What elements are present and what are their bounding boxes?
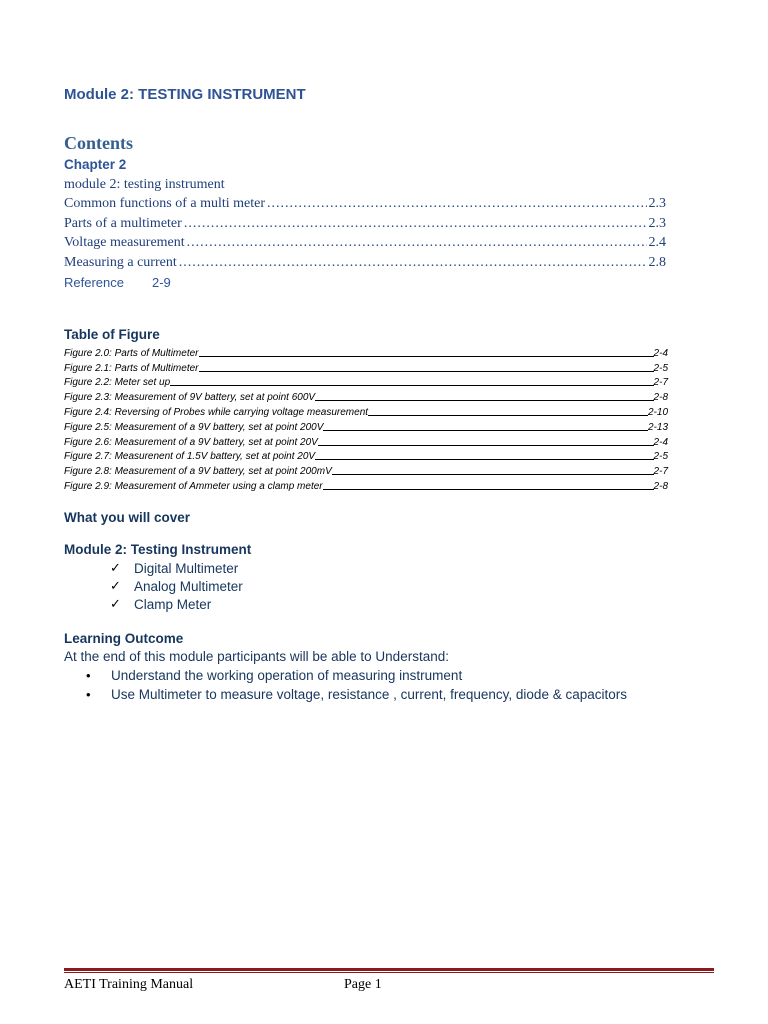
- figure-leader-line: [315, 459, 653, 460]
- figure-entry-title: Figure 2.1: Parts of Multimeter: [64, 362, 199, 374]
- module-title: Module 2: TESTING INSTRUMENT: [64, 86, 306, 103]
- bullet-icon: •: [86, 668, 91, 683]
- figure-entry-page: 2-8: [653, 480, 668, 492]
- what-you-will-cover-heading: What you will cover: [64, 510, 191, 525]
- toc-entry[interactable]: [64, 216, 666, 236]
- toc-entry-title: Parts of a multimeter: [64, 215, 182, 231]
- figure-list: [64, 344, 668, 492]
- cover-checklist: [110, 559, 243, 613]
- figure-entry-page: 2-13: [647, 421, 668, 433]
- toc-leader-dots: [179, 255, 647, 271]
- toc-entry-page: 2.4: [648, 235, 666, 250]
- checklist-item-label: Analog Multimeter: [134, 578, 243, 594]
- figure-entry-page: 2-5: [653, 451, 668, 463]
- toc-entry[interactable]: [64, 235, 666, 255]
- figure-entry-title: Figure 2.4: Reversing of Probes while carrying voltage measurement: [64, 406, 369, 418]
- footer-rule: [64, 968, 714, 971]
- figure-entry[interactable]: [64, 477, 668, 492]
- footer-manual-title: AETI Training Manual: [64, 977, 194, 992]
- toc-list: [64, 196, 666, 274]
- bullet-icon: •: [86, 687, 91, 702]
- figure-entry[interactable]: [64, 388, 668, 403]
- figure-entry-page: 2-10: [647, 406, 668, 418]
- figure-entry-title: Figure 2.7: Measurenent of 1.5V battery, set at point 20V: [64, 451, 316, 463]
- toc-leader-dots: [267, 196, 646, 212]
- contents-heading: Contents: [64, 133, 134, 153]
- checkmark-icon: ✓: [110, 578, 121, 593]
- figure-entry-page: 2-7: [653, 466, 668, 478]
- figure-entry[interactable]: [64, 344, 668, 359]
- table-of-figure-heading: Table of Figure: [64, 327, 160, 342]
- figure-entry[interactable]: [64, 374, 668, 389]
- toc-entry-title: Measuring a current: [64, 254, 177, 270]
- learning-outcome-list: [86, 666, 627, 704]
- toc-leader-dots: [187, 235, 647, 251]
- figure-leader-line: [332, 474, 654, 475]
- figure-entry-page: 2-8: [653, 392, 668, 404]
- figure-entry-title: Figure 2.3: Measurement of 9V battery, set at point 600V: [64, 392, 316, 404]
- figure-entry-page: 2-7: [653, 377, 668, 389]
- figure-entry-title: Figure 2.5: Measurement of a 9V battery, set at point 200V: [64, 421, 324, 433]
- figure-entry[interactable]: [64, 418, 668, 433]
- footer-page-number: Page 1: [344, 977, 382, 992]
- bullet-item: [86, 685, 627, 704]
- toc-chapter[interactable]: Chapter 2: [64, 157, 127, 172]
- figure-entry-title: Figure 2.2: Meter set up: [64, 377, 171, 389]
- toc-entry-page: 2.3: [648, 196, 666, 211]
- toc-leader-dots: [184, 216, 647, 232]
- bullet-item-text: Use Multimeter to measure voltage, resistance , current, frequency, diode & capacitors: [111, 687, 627, 702]
- toc-entry[interactable]: [64, 255, 666, 275]
- figure-leader-line: [323, 489, 654, 490]
- figure-leader-line: [199, 356, 654, 357]
- figure-entry-title: Figure 2.9: Measurement of Ammeter using a clamp meter: [64, 480, 323, 492]
- toc-reference-entry[interactable]: [64, 275, 171, 290]
- figure-leader-line: [318, 445, 654, 446]
- figure-entry[interactable]: [64, 433, 668, 448]
- figure-leader-line: [199, 371, 654, 372]
- figure-entry-page: 2-4: [653, 436, 668, 448]
- toc-entry-page: 2.8: [648, 254, 666, 270]
- figure-leader-line: [368, 415, 648, 416]
- checklist-item: [110, 559, 243, 577]
- toc-entry-title: Voltage measurement: [64, 235, 185, 250]
- checkmark-icon: ✓: [110, 596, 121, 611]
- figure-entry[interactable]: [64, 359, 668, 374]
- figure-leader-line: [315, 400, 653, 401]
- reference-page: 2-9: [151, 275, 171, 290]
- reference-label: Reference: [64, 275, 124, 290]
- toc-module-entry[interactable]: module 2: testing instrument: [64, 177, 225, 192]
- figure-entry-title: Figure 2.6: Measurement of a 9V battery, set at point 20V: [64, 436, 318, 448]
- module-subheading: Module 2: Testing Instrument: [64, 542, 252, 557]
- checklist-item-label: Clamp Meter: [134, 596, 212, 612]
- checklist-item-label: Digital Multimeter: [134, 560, 239, 576]
- toc-entry[interactable]: [64, 196, 666, 216]
- toc-entry-title: Common functions of a multi meter: [64, 196, 266, 211]
- learning-outcome-heading: Learning Outcome: [64, 631, 184, 646]
- figure-entry[interactable]: [64, 448, 668, 463]
- figure-leader-line: [323, 430, 648, 431]
- checklist-item: [110, 577, 243, 595]
- checkmark-icon: ✓: [110, 560, 121, 575]
- figure-entry-page: 2-4: [653, 347, 668, 359]
- figure-entry-title: Figure 2.8: Measurement of a 9V battery, set at point 200mV: [64, 466, 332, 478]
- bullet-item-text: Understand the working operation of measuring instrument: [111, 668, 463, 683]
- figure-entry-title: Figure 2.0: Parts of Multimeter: [64, 347, 199, 359]
- figure-entry[interactable]: [64, 403, 668, 418]
- checklist-item: [110, 595, 243, 613]
- learning-outcome-intro: At the end of this module participants will be able to Understand:: [64, 649, 449, 664]
- figure-leader-line: [170, 385, 653, 386]
- bullet-item: [86, 666, 627, 685]
- toc-entry-page: 2.3: [648, 215, 666, 231]
- figure-entry-page: 2-5: [653, 362, 668, 374]
- footer-rule-thin: [64, 972, 714, 973]
- figure-entry[interactable]: [64, 462, 668, 477]
